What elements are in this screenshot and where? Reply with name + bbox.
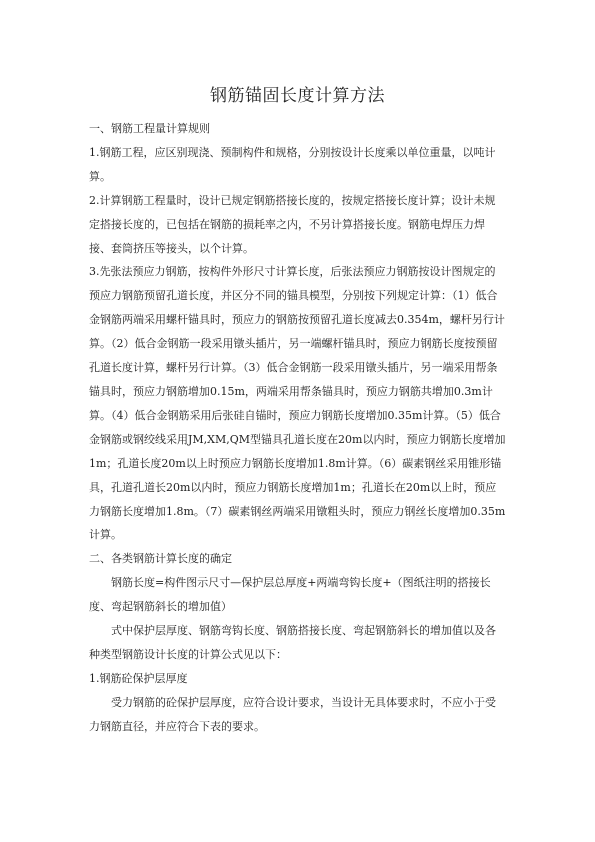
paragraph: 1.钢筋砼保护层厚度 — [89, 671, 188, 685]
paragraph: 3.先张法预应力钢筋，按构件外形尺寸计算长度，后张法预应力钢筋按设计图规定的预应力钢筋预留孔道长度，并区分不同的锚具模型，分别按下列规定计算：（1）低合金钢筋两端采用螺杆锚具时，预应力的钢筋按预留孔道长度减去0.354m，螺杆另行计算。（2）低合金钢筋一段采用镦头插片，另一端螺杆锚具时，预应力钢筋长度按预留孔道长度计算，螺杆另行计算。（3）低合金钢筋一段采用镦头插片，另一端采用帮条锚具时，预应力钢筋增加0.15m，两端采用帮条锚具时，预应力钢筋共增加0.3m计算。（4）低合金钢筋采用后张硅自锚时，预应力钢筋长度增加0.35m计算。（5）低合金钢筋或钢绞线采用JM,XM,QM型锚具孔道长度在20m以内时，预应力钢筋长度增加1m；孔道长度20m以上时预应力钢筋长度增加1.8m计算。（6）碳素钢丝采用锥形锚具，孔道孔道长20m以内时，预应力钢筋长度增加1m；孔道长在20m以上时，预应力钢筋长度增加1.8m。（7）碳素钢丝两端采用镦粗头时，预应力钢丝长度增加0.35m计算。 — [89, 265, 506, 542]
paragraph: 二、各类钢筋计算长度的确定 — [89, 552, 232, 566]
paragraph: 钢筋长度=构件图示尺寸—保护层总厚度+两端弯钩长度+（图纸注明的搭接长度、弯起钢筋斜长的增加值） — [89, 576, 491, 614]
paragraph: 受力钢筋的砼保护层厚度，应符合设计要求，当设计无具体要求时，不应小于受力钢筋直径，并应符合下表的要求。 — [89, 695, 496, 733]
paragraph: 1.钢筋工程，应区别现浇、预制构件和规格，分别按设计长度乘以单位重量，以吨计算。 — [89, 145, 496, 183]
paragraph: 一、钢筋工程量计算规则 — [89, 122, 210, 135]
paragraph: 式中保护层厚度、钢筋弯钩长度、钢筋搭接长度、弯起钢筋斜长的增加值以及各种类型钢筋设计长度的计算公式见以下： — [89, 624, 496, 661]
paragraph: 2.计算钢筋工程量时，设计已规定钢筋搭接长度的，按规定搭接长度计算；设计未规定搭接长度的，已包括在钢筋的损耗率之内，不另计算搭接长度。钢筋电焊压力焊接、套筒挤压等接头，以个计算。 — [89, 193, 496, 255]
document-body — [89, 117, 506, 739]
document-title: 钢筋锚固长度计算方法 — [210, 86, 385, 106]
